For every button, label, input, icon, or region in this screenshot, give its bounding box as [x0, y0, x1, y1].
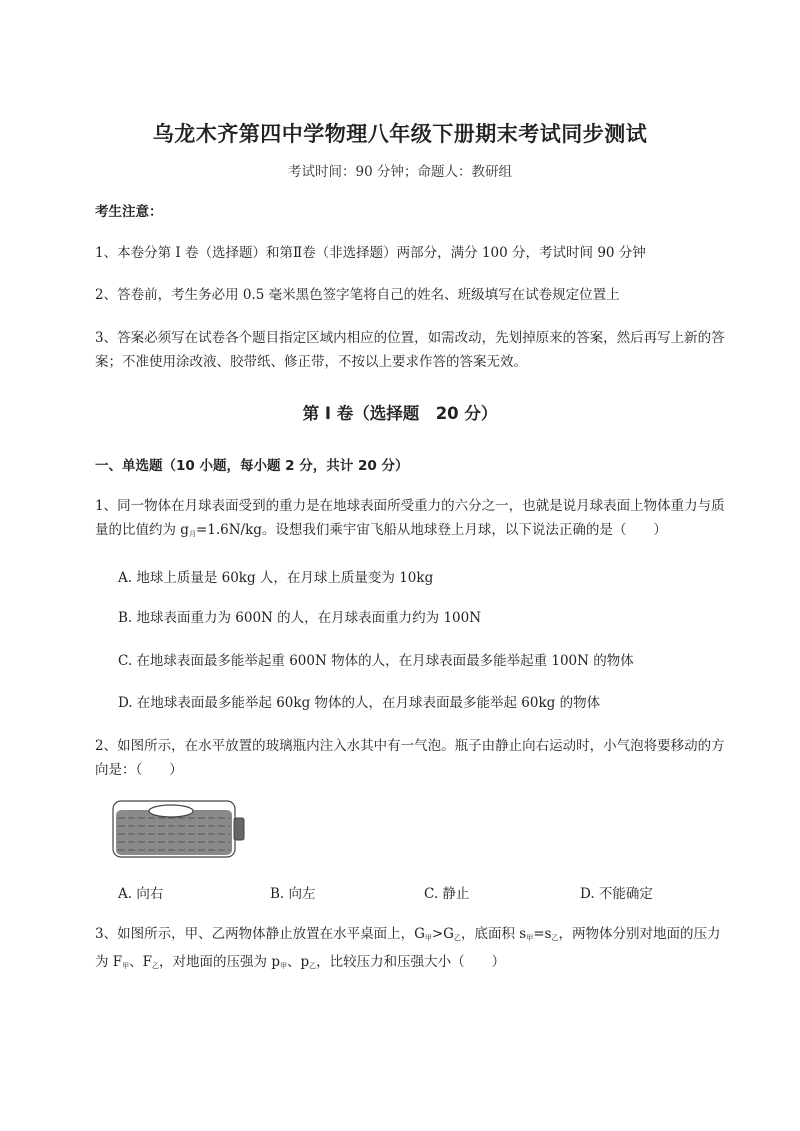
question-1-option-c: C. 在地球表面最多能举起重 600N 物体的人，在月球表面最多能举起重 100N 的物体 — [118, 653, 634, 669]
question-2-options — [118, 882, 758, 902]
question-3-stem: 3、如图所示，甲、乙两物体静止放置在水平桌面上，$G_甲>G_乙$，底面积 $s_甲=s_乙$，两物体分别对地面的压力为 $F_甲$、$F_乙$，对地面的压强为 $p_甲$、$p_乙$，比较压力和压强大小（ ） — [95, 926, 721, 970]
document-title: 乌龙木齐第四中学物理八年级下册期末考试同步测试 — [152, 122, 648, 146]
question-2-option-b: B. 向左 — [270, 886, 316, 902]
notice-item-2: 2、答卷前，考生务必用 0.5 毫米黑色签字笔将自己的姓名、班级填写在试卷规定位置上 — [95, 287, 620, 303]
question-1-option-a: A. 地球上质量是 60kg 人，在月球上质量变为 10kg — [118, 570, 434, 586]
question-1-option-d: D. 在地球表面最多能举起 60kg 物体的人，在月球表面最多能举起 60kg 的物体 — [118, 695, 601, 711]
section-title: 第 I 卷（选择题 20 分） — [302, 404, 498, 423]
bottle-cap — [234, 818, 244, 840]
question-1-stem: 1、同一物体在月球表面受到的重力是在地球表面所受重力的六分之一，也就是说月球表面上物体重力与质量的比值约为 $g_月=1.6N/kg$。设想我们乘宇宙飞船从地球登上月球，以下说法正确的是（ ） — [95, 498, 725, 538]
question-2-option-c: C. 静止 — [424, 886, 470, 902]
question-1-option-b: B. 地球表面重力为 600N 的人，在月球表面重力约为 100N — [118, 610, 482, 626]
notice-item-3: 3、答案必须写在试卷各个题目指定区域内相应的位置，如需改动，先划掉原来的答案，然后再写上新的答案；不准使用涂改液、胶带纸、修正带，不按以上要求作答的答案无效。 — [95, 330, 725, 370]
question-2-option-a: A. 向右 — [118, 886, 164, 902]
part-heading: 一、单选题（10 小题，每小题 2 分，共计 20 分） — [95, 458, 409, 474]
question-2-option-d: D. 不能确定 — [580, 886, 653, 902]
question-2-stem: 2、如图所示，在水平放置的玻璃瓶内注入水其中有一气泡。瓶子由静止向右运动时，小气泡将要移动的方向是：（ ） — [95, 738, 725, 778]
notice-item-1: 1、本卷分第 I 卷（选择题）和第Ⅱ卷（非选择题）两部分，满分 100 分，考试时间 90 分钟 — [95, 245, 646, 261]
bottle-figure — [112, 800, 247, 860]
air-bubble — [149, 805, 193, 817]
notice-heading: 考生注意： — [95, 204, 163, 220]
exam-info: 考试时间：90 分钟；命题人：教研组 — [288, 164, 512, 180]
